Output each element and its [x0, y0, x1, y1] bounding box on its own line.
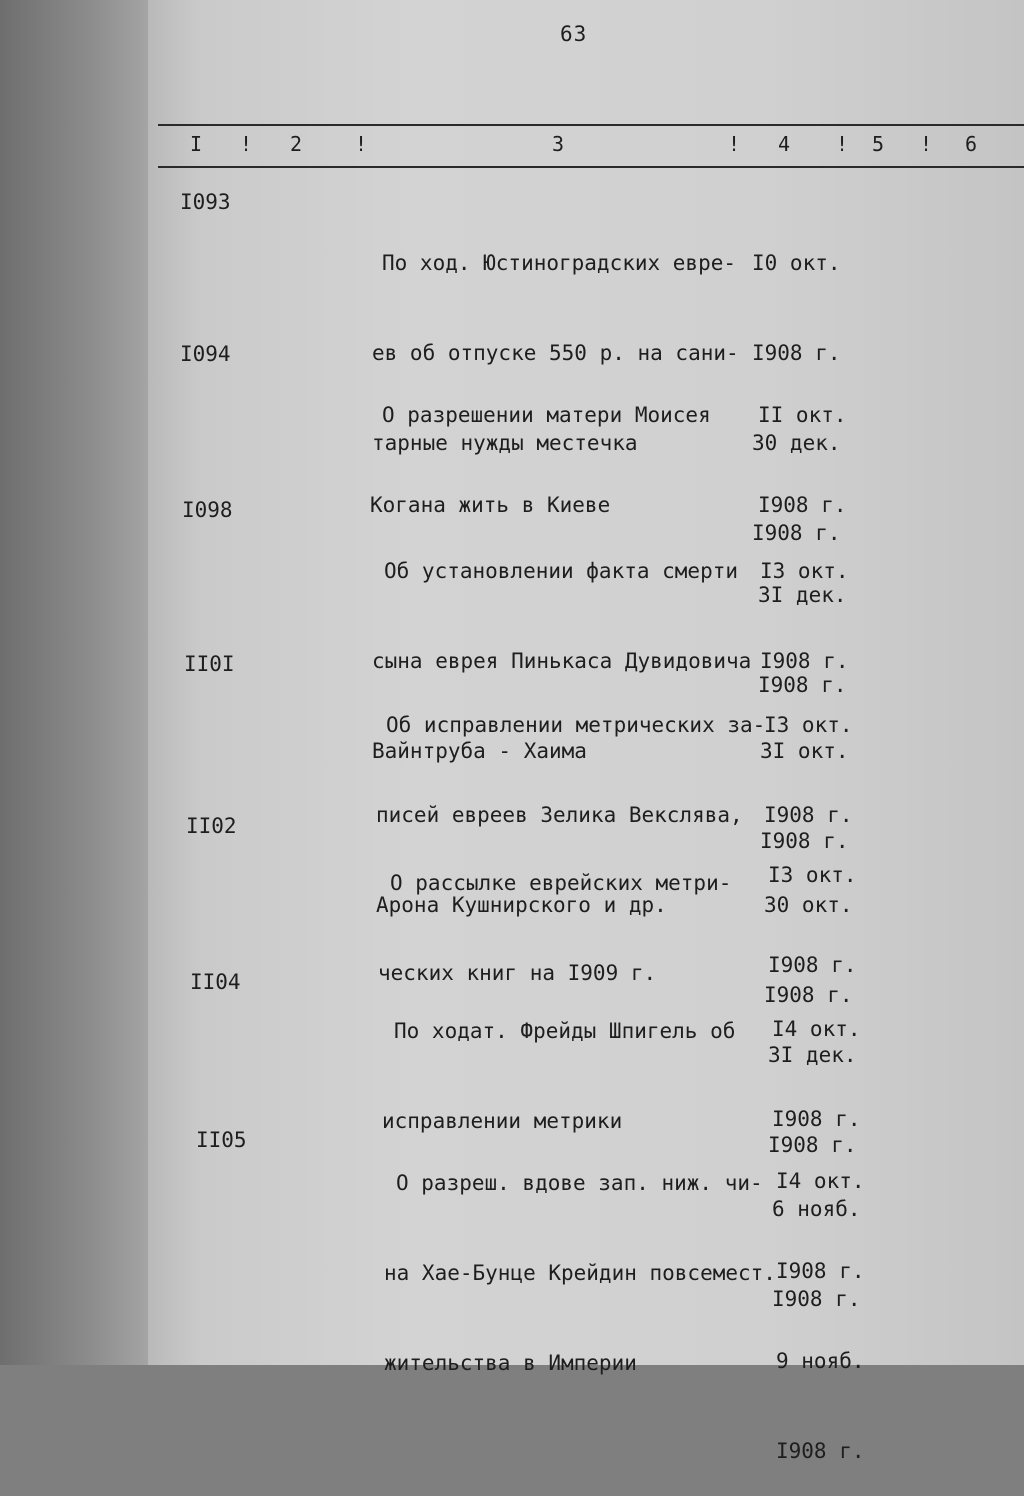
column-header-2: 2 — [290, 132, 303, 156]
column-header-1: I — [190, 132, 203, 156]
record-title-line: О разрешении матери Моисея — [382, 403, 711, 427]
column-separator: ! — [355, 132, 368, 156]
record-date-line: I908 г. — [760, 649, 849, 673]
column-separator: ! — [920, 132, 933, 156]
record-title-line: жительства в Империи — [384, 1351, 637, 1375]
record-date-line: I3 окт. — [768, 863, 857, 887]
column-header-3: 3 — [552, 132, 565, 156]
record-date-line: I4 окт. — [772, 1017, 861, 1041]
header-rule-bottom — [158, 166, 1024, 168]
record-title-line: Арона Кушнирского и др. — [376, 893, 667, 917]
record-title-line: тарные нужды местечка — [372, 431, 638, 455]
column-separator: ! — [836, 132, 849, 156]
record-date-line: 6 нояб. — [772, 1197, 861, 1221]
record-number: II04 — [190, 970, 241, 994]
record-title-line: О разреш. вдове зап. ниж. чи- — [396, 1171, 763, 1195]
record-date-line: I908 г. — [772, 1107, 861, 1131]
record-date-line: I908 г. — [760, 829, 849, 853]
record-date-line: I4 окт. — [776, 1169, 865, 1193]
record-number: II0I — [184, 652, 235, 676]
column-separator: ! — [240, 132, 253, 156]
record-date-line: I908 г. — [768, 953, 857, 977]
record-title-line: О рассылке еврейских метри- — [390, 871, 732, 895]
record-date-line: 3I дек. — [758, 583, 847, 607]
record-number: I098 — [182, 498, 233, 522]
record-number: I094 — [180, 342, 231, 366]
record-title-line: Вайнтруба - Хаима — [372, 739, 587, 763]
column-header-5: 5 — [872, 132, 885, 156]
record-date-line: I908 г. — [752, 521, 841, 545]
header-rule-top — [158, 124, 1024, 126]
record-date-line: 30 дек. — [752, 431, 841, 455]
record-title-line: писей евреев Зелика Векслява, — [376, 803, 743, 827]
column-header-4: 4 — [778, 132, 791, 156]
record-title-line: ев об отпуске 550 р. на сани- — [372, 341, 739, 365]
record-date-line: I908 г. — [776, 1259, 865, 1283]
record-title-line: Об установлении факта смерти — [384, 559, 739, 583]
record-date-line: I908 г. — [772, 1287, 861, 1311]
record-title-line: сына еврея Пинькаса Дувидовича — [372, 649, 752, 673]
record-dates — [776, 1106, 865, 1496]
column-header-6: 6 — [965, 132, 978, 156]
record-title-line: ческих книг на I909 г. — [378, 961, 657, 985]
column-separator: ! — [728, 132, 741, 156]
record-title — [384, 1108, 776, 1408]
record-date-line: I3 окт. — [764, 713, 853, 737]
record-title-line: По ход. Юстиноградских евре- — [382, 251, 737, 275]
record-date-line: 3I дек. — [768, 1043, 857, 1067]
record-title-line: По ходат. Фрейды Шпигель об — [394, 1019, 736, 1043]
record-date-line: I3 окт. — [760, 559, 849, 583]
record-title-line: на Хае-Бунце Крейдин повсемест. — [384, 1261, 776, 1285]
record-date-line: I908 г. — [752, 341, 841, 365]
record-title-line: исправлении метрики — [382, 1109, 623, 1133]
record-date-line: I908 г. — [758, 493, 847, 517]
page-number: 63 — [560, 22, 588, 46]
record-title-line: Об исправлении метрических за- — [386, 713, 766, 737]
record-date-line: 30 окт. — [764, 893, 853, 917]
record-number: II05 — [196, 1128, 247, 1152]
record-date-line: I908 г. — [764, 803, 853, 827]
record-number: II02 — [186, 814, 237, 838]
record-number: I093 — [180, 190, 231, 214]
record-date-line: I908 г. — [764, 983, 853, 1007]
record-date-line: I908 г. — [758, 673, 847, 697]
record-date-line: 9 нояб. — [776, 1349, 865, 1373]
adjacent-page-edge — [0, 0, 150, 1365]
record-date-line: I0 окт. — [752, 251, 841, 275]
record-date-line: 3I окт. — [760, 739, 849, 763]
record-date-line: II окт. — [758, 403, 847, 427]
record-title-line: Когана жить в Киеве — [370, 493, 611, 517]
record-date-line: I908 г. — [768, 1133, 857, 1157]
record-date-line: I908 г. — [776, 1439, 865, 1463]
